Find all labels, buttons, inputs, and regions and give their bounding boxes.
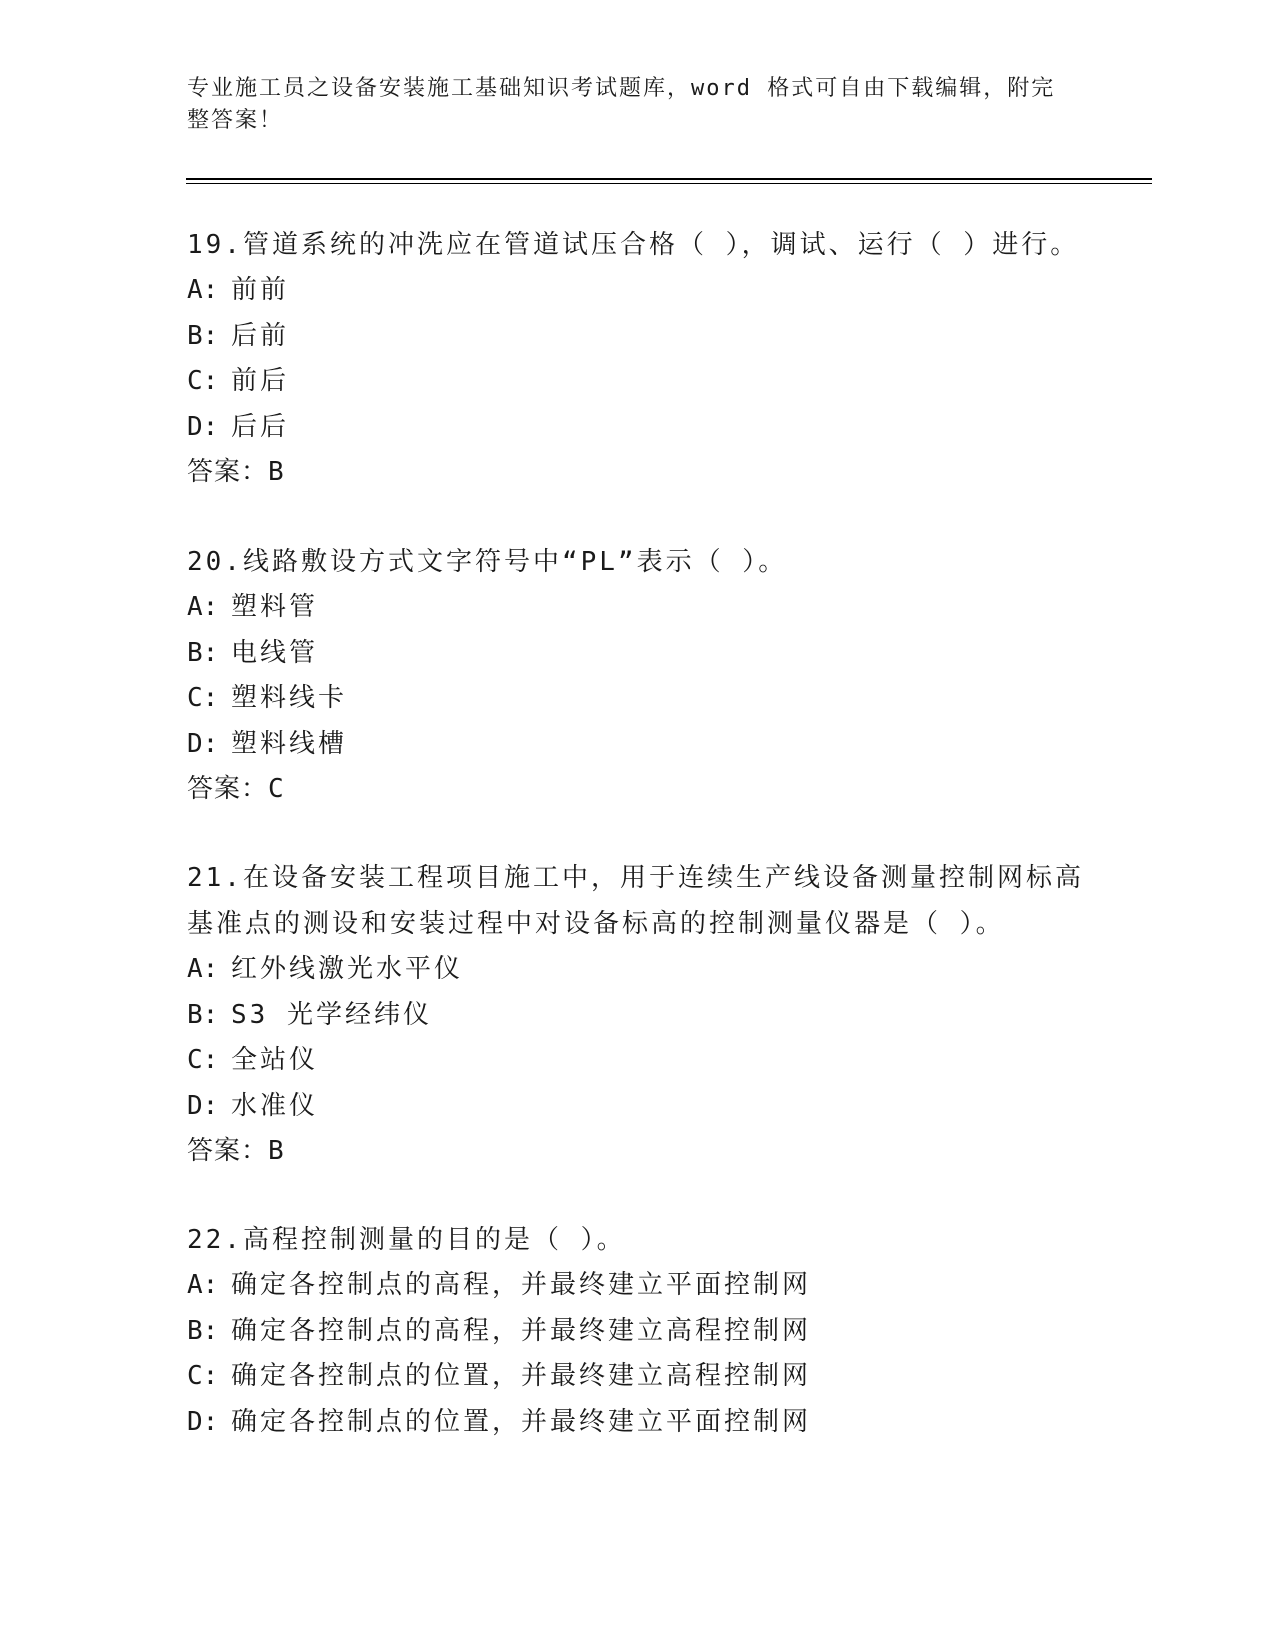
option-label: D:: [187, 728, 219, 759]
option-label: B:: [187, 637, 219, 668]
option-label: D:: [187, 1090, 219, 1121]
option-label: C:: [187, 1361, 219, 1391]
option-label: A:: [187, 275, 219, 305]
option-text: 后前: [231, 320, 290, 351]
option-d: [187, 722, 1087, 768]
option-d: [187, 405, 1087, 451]
option-text: 确定各控制点的位置，并最终建立高程控制网: [231, 1361, 812, 1391]
answer-value: B: [268, 457, 285, 487]
option-label: C:: [187, 1045, 219, 1075]
header-rule-thin: [186, 183, 1152, 184]
option-c: [187, 359, 1087, 405]
option-b: [187, 631, 1087, 677]
question-19: [187, 222, 1087, 495]
option-a: [187, 585, 1087, 631]
option-c: [187, 676, 1087, 722]
option-text: 确定各控制点的高程，并最终建立高程控制网: [231, 1315, 812, 1346]
option-label: A:: [187, 954, 219, 984]
question-stem: 22.高程控制测量的目的是（ ）。: [187, 1225, 626, 1255]
option-text: 塑料线槽: [231, 728, 348, 759]
option-a: [187, 268, 1087, 314]
option-text: 水准仪: [231, 1090, 319, 1121]
option-text: 红外线激光水平仪: [231, 954, 464, 984]
option-text: 确定各控制点的位置，并最终建立平面控制网: [231, 1406, 812, 1437]
answer-value: B: [268, 1136, 285, 1166]
option-label: C:: [187, 683, 219, 713]
option-a: [187, 947, 1087, 993]
question-stem: 20.线路敷设方式文字符号中“PL”表示（ ）。: [187, 547, 788, 577]
option-text: 后后: [231, 411, 290, 442]
answer-label: 答案：: [187, 1136, 269, 1166]
option-text: 前前: [231, 275, 290, 305]
option-b: [187, 314, 1087, 360]
option-c: [187, 1354, 1087, 1400]
option-label: B:: [187, 1315, 219, 1346]
option-label: B:: [187, 320, 219, 351]
option-label: A:: [187, 1270, 219, 1300]
answer-label: 答案：: [187, 774, 269, 804]
option-b: [187, 1309, 1087, 1355]
question-stem: 21.在设备安装工程项目施工中，用于连续生产线设备测量控制网标高基准点的测设和安装过程中对设备标高的控制测量仪器是（ ）。: [187, 863, 1084, 939]
option-text: 塑料管: [231, 592, 319, 622]
option-label: C:: [187, 366, 219, 396]
option-d: [187, 1400, 1087, 1446]
option-label: D:: [187, 411, 219, 442]
option-text: 全站仪: [231, 1045, 319, 1075]
option-a: [187, 1263, 1087, 1309]
option-b: [187, 993, 1087, 1039]
option-text: 确定各控制点的高程，并最终建立平面控制网: [231, 1270, 812, 1300]
option-label: B:: [187, 999, 219, 1030]
option-text: S3 光学经纬仪: [231, 999, 432, 1030]
question-22: [187, 1217, 1087, 1445]
option-text: 塑料线卡: [231, 683, 348, 713]
question-stem: 19.管道系统的冲洗应在管道试压合格（ ），调试、运行（ ）进行。: [187, 230, 1080, 260]
header-rule-thick: [186, 178, 1152, 180]
option-text: 电线管: [231, 637, 319, 668]
answer-value: C: [268, 774, 285, 804]
answer: [187, 1129, 1087, 1174]
option-label: D:: [187, 1406, 219, 1437]
answer-label: 答案：: [187, 457, 269, 487]
document-header: 专业施工员之设备安装施工基础知识考试题库，word 格式可自由下载编辑，附完整答案！: [187, 76, 1056, 133]
option-label: A:: [187, 592, 219, 622]
option-c: [187, 1038, 1087, 1084]
option-d: [187, 1084, 1087, 1130]
answer: [187, 767, 1087, 812]
option-text: 前后: [231, 366, 290, 396]
answer: [187, 450, 1087, 495]
question-20: [187, 539, 1087, 812]
question-21: [187, 855, 1087, 1174]
